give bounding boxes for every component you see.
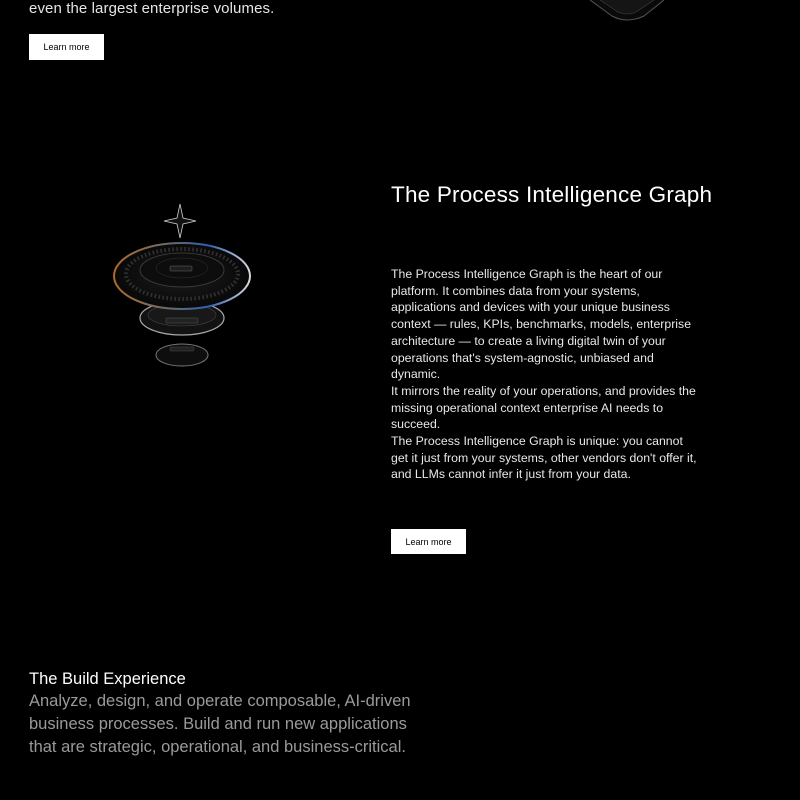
pig-paragraph: The Process Intelligence Graph is the heart of our platform. It combines data from your systems, applications and devices with your unique business context — rules, KPIs, benchmarks, models, enterprise architecture — to create a living digital twin of your operations that's system-agnostic, unbiased and dynamic. — [391, 267, 692, 382]
pig-paragraph: It mirrors the reality of your operations, and provides the missing operational context enterprise AI needs to succeed. — [391, 383, 696, 432]
learn-more-button-pig[interactable]: Learn more — [391, 529, 466, 554]
process-intelligence-graph-illustration — [100, 200, 265, 390]
platform-graphic-top — [572, 0, 682, 26]
build-section-title: The Build Experience — [29, 670, 186, 688]
pig-paragraph: The Process Intelligence Graph is unique: you cannot get it just from your systems, other vendors don't offer it, and LLMs cannot infer it just from your data. — [391, 434, 697, 482]
learn-more-button-top[interactable]: Learn more — [29, 34, 104, 60]
pig-section-body — [391, 266, 701, 483]
build-section-description: Analyze, design, and operate composable, AI-driven business processes. Build and run new applications that are strategic, operational, and business-critical. — [29, 692, 411, 756]
pig-section-title: The Process Intelligence Graph — [391, 182, 713, 207]
intro-text-tail: even the largest enterprise volumes. — [29, 0, 275, 17]
